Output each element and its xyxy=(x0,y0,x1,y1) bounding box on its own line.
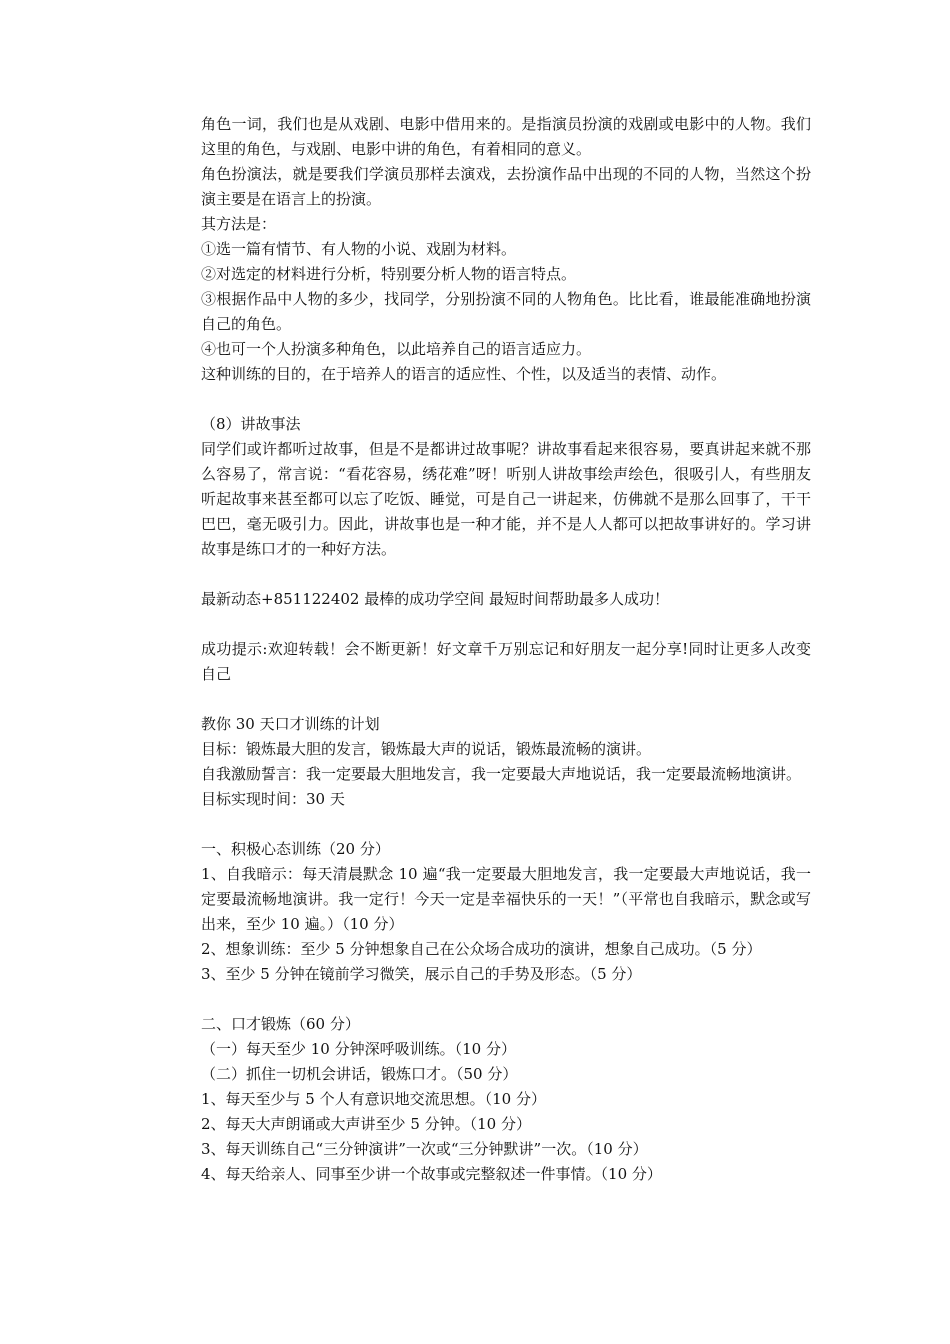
plan-oath: 自我激励誓言：我一定要最大胆地发言，我一定要最大声地说话，我一定要最流畅地演讲。 xyxy=(201,765,802,783)
part2-item-3: 3、每天训练自己“三分钟演讲”一次或“三分钟默讲”一次。（10 分） xyxy=(201,1140,648,1158)
method-heading: 其方法是： xyxy=(201,215,277,233)
promo-tip: 成功提示:欢迎转载！会不断更新！好文章千万别忘记和好朋友一起分享!同时让更多人改变自己 xyxy=(201,640,811,683)
role-paragraph-1: 角色一词，我们也是从戏剧、电影中借用来的。是指演员扮演的戏剧或电影中的人物。我们这里的角色，与戏剧、电影中讲的角色，有着相同的意义。 xyxy=(201,115,811,158)
document-body xyxy=(201,112,811,1187)
plan-title: 教你 30 天口才训练的计划 xyxy=(201,715,380,733)
part1-item-2: 2、想象训练：至少 5 分钟想象自己在公众场合成功的演讲，想象自己成功。（5 分） xyxy=(201,940,762,958)
spacer xyxy=(201,987,811,1012)
part2-item-2: 2、每天大声朗诵或大声讲至少 5 分钟。（10 分） xyxy=(201,1115,531,1133)
promo-news: 最新动态+851122402 最棒的成功学空间 最短时间帮助最多人成功！ xyxy=(201,590,669,608)
method-step-2: ②对选定的材料进行分析，特别要分析人物的语言特点。 xyxy=(201,265,577,283)
method-step-1: ①选一篇有情节、有人物的小说、戏剧为材料。 xyxy=(201,240,517,258)
spacer xyxy=(201,562,811,587)
method-step-3: ③根据作品中人物的多少，找同学，分别扮演不同的人物角色。比比看，谁最能准确地扮演自己的角色。 xyxy=(201,290,811,333)
part2-sub-1: （一）每天至少 10 分钟深呼吸训练。（10 分） xyxy=(201,1040,516,1058)
training-purpose: 这种训练的目的，在于培养人的语言的适应性、个性，以及适当的表情、动作。 xyxy=(201,365,727,383)
method-step-4: ④也可一个人扮演多种角色，以此培养自己的语言适应力。 xyxy=(201,340,592,358)
part1-heading: 一、积极心态训练（20 分） xyxy=(201,840,390,858)
spacer xyxy=(201,687,811,712)
part2-sub-2: （二）抓住一切机会讲话，锻炼口才。（50 分） xyxy=(201,1065,518,1083)
spacer xyxy=(201,387,811,412)
spacer xyxy=(201,812,811,837)
part1-item-3: 3、至少 5 分钟在镜前学习微笑，展示自己的手势及形态。（5 分） xyxy=(201,965,642,983)
spacer xyxy=(201,612,811,637)
plan-goal: 目标：锻炼最大胆的发言，锻炼最大声的说话，锻炼最流畅的演讲。 xyxy=(201,740,652,758)
story-paragraph: 同学们或许都听过故事，但是不是都讲过故事呢？讲故事看起来很容易，要真讲起来就不那么容易了，常言说：“看花容易，绣花难”呀！听别人讲故事绘声绘色，很吸引人，有些朋友听起故事来甚至都可以忘了吃饭、睡觉，可是自己一讲起来，仿佛就不是那么回事了，干干巴巴，毫无吸引力。因此，讲故事也是一种才能，并不是人人都可以把故事讲好的。学习讲故事是练口才的一种好方法。 xyxy=(201,440,811,558)
part2-item-4: 4、每天给亲人、同事至少讲一个故事或完整叙述一件事情。（10 分） xyxy=(201,1165,662,1183)
role-paragraph-2: 角色扮演法，就是要我们学演员那样去演戏，去扮演作品中出现的不同的人物，当然这个扮演主要是在语言上的扮演。 xyxy=(201,165,811,208)
story-heading: （8）讲故事法 xyxy=(201,415,301,433)
part2-heading: 二、口才锻炼（60 分） xyxy=(201,1015,360,1033)
part2-item-1: 1、每天至少与 5 个人有意识地交流思想。（10 分） xyxy=(201,1090,546,1108)
plan-time: 目标实现时间：30 天 xyxy=(201,790,345,808)
part1-item-1: 1、自我暗示：每天清晨默念 10 遍“我一定要最大胆地发言，我一定要最大声地说话，我一定要最流畅地演讲。我一定行！今天一定是幸福快乐的一天！”（平常也自我暗示，默念或写出来，至少 10 遍。）（10 分） xyxy=(201,865,811,933)
